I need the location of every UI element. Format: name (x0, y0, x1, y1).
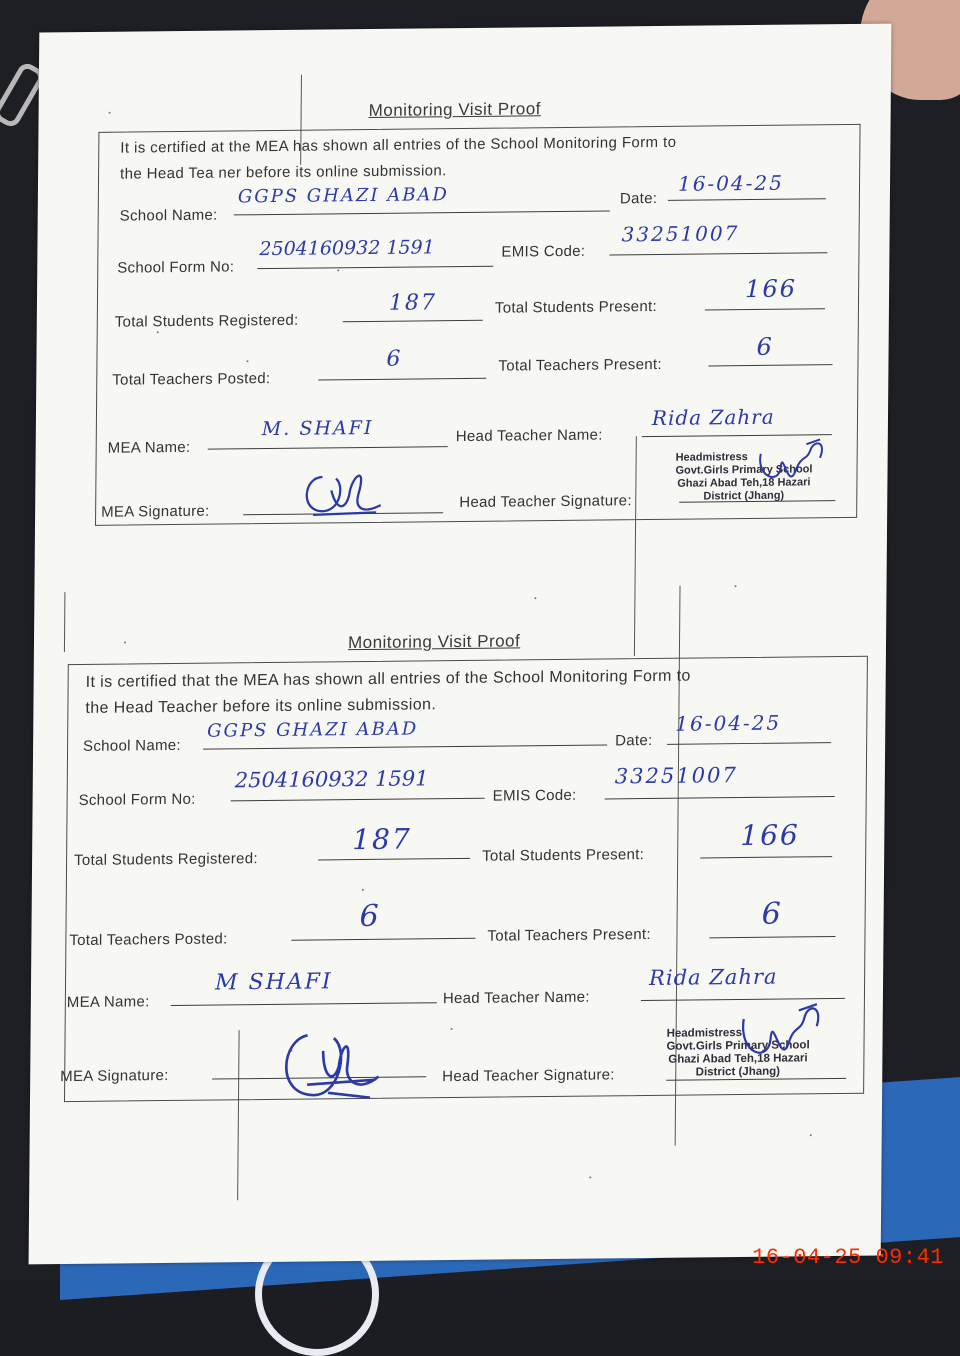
headmistress-stamp: Headmistress Govt.Girls Primary School Ghazi Abad Teh,18 Hazari District (Jhang) (666, 1026, 810, 1079)
date-label: Date: (615, 731, 653, 750)
students-registered-value: 187 (352, 822, 412, 857)
head-teacher-signature-label: Head Teacher Signature: (442, 1066, 615, 1086)
students-present-label: Total Students Present: (482, 846, 645, 865)
teachers-posted-label: Total Teachers Posted: (69, 930, 228, 950)
teachers-present-value: 6 (761, 896, 783, 932)
form-title: Monitoring Visit Proof (368, 99, 542, 121)
teachers-present-value: 6 (756, 332, 775, 361)
camera-timestamp: 16-04-25 09:41 (752, 1245, 944, 1270)
mea-signature-label: MEA Signature: (60, 1066, 169, 1086)
copy-artifact-line (64, 592, 66, 652)
head-teacher-name-value: Rida Zahra (651, 404, 775, 431)
school-form-no-value: 2504160932 1591 (234, 766, 429, 793)
date-label: Date: (619, 189, 658, 208)
mea-signature-label: MEA Signature: (101, 502, 210, 521)
head-teacher-name-label: Head Teacher Name: (455, 426, 603, 446)
emis-code-value: 33251007 (614, 763, 738, 789)
teachers-posted-field (291, 914, 475, 941)
certification-text-line2: the Head Teacher before its online submission. (85, 696, 437, 717)
mea-signature-image (274, 1019, 383, 1104)
head-teacher-signature-label: Head Teacher Signature: (459, 492, 632, 512)
school-form-no-label: School Form No: (78, 790, 196, 809)
students-registered-label: Total Students Registered: (114, 311, 299, 331)
school-name-value: GGPS GHAZI ABAD (237, 184, 450, 208)
date-value: 16-04-25 (675, 710, 782, 736)
students-present-value: 166 (740, 818, 800, 853)
head-teacher-signature-image (751, 434, 834, 491)
teachers-posted-label: Total Teachers Posted: (112, 370, 271, 389)
certification-text-line2: the Head Tea ner before its online submission. (120, 162, 447, 183)
emis-code-label: EMIS Code: (501, 242, 586, 261)
mea-name-value: M SHAFI (214, 969, 333, 996)
date-value: 16-04-25 (677, 170, 785, 196)
certification-text-line1: It is certified at the MEA has shown all entries of the School Monitoring Form to (120, 133, 677, 157)
teachers-posted-value: 6 (386, 346, 403, 372)
head-teacher-name-value: Rida Zahra (648, 964, 778, 990)
emis-code-label: EMIS Code: (492, 786, 577, 805)
mea-name-value: M. SHAFI (261, 416, 374, 441)
school-form-no-value: 2504160932 1591 (259, 236, 435, 261)
teachers-present-label: Total Teachers Present: (498, 355, 662, 375)
students-registered-label: Total Students Registered: (74, 850, 258, 870)
teachers-present-label: Total Teachers Present: (487, 925, 651, 945)
students-present-value: 166 (744, 274, 798, 304)
school-form-no-label: School Form No: (117, 258, 235, 277)
head-teacher-signature-image (738, 998, 829, 1069)
students-registered-value: 187 (388, 290, 438, 316)
students-present-label: Total Students Present: (494, 297, 658, 317)
form-title: Monitoring Visit Proof (347, 631, 521, 653)
paper-sheet (29, 24, 892, 1265)
school-name-value: GGPS GHAZI ABAD (207, 718, 419, 742)
headmistress-stamp: Headmistress Govt.Girls Primary School Ghazi Abad Teh,18 Hazari District (Jhang) (675, 451, 813, 503)
emis-code-value: 33251007 (621, 221, 740, 247)
head-teacher-name-label: Head Teacher Name: (442, 988, 590, 1008)
teachers-posted-value: 6 (359, 898, 381, 935)
school-name-label: School Name: (83, 736, 181, 755)
mea-signature-image (295, 457, 386, 524)
school-name-label: School Name: (119, 206, 218, 225)
certification-text-line1: It is certified that the MEA has shown all entries of the School Monitoring Form to (85, 667, 691, 691)
mea-name-label: MEA Name: (107, 438, 191, 457)
mea-name-label: MEA Name: (66, 993, 150, 1012)
